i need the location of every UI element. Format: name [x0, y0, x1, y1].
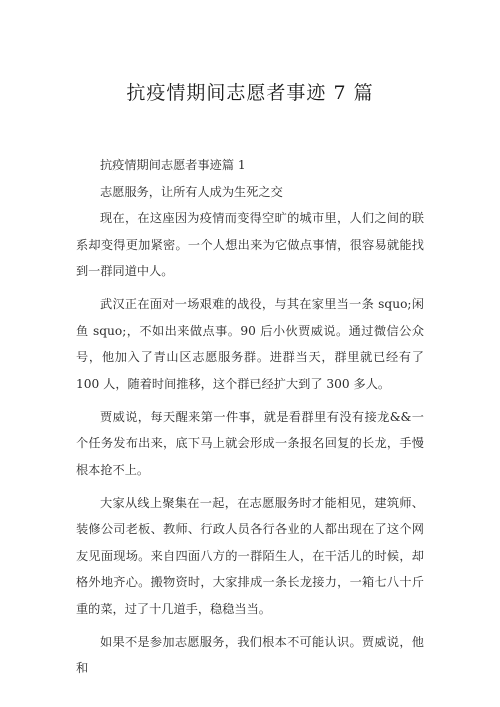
paragraph: 大家从线上聚集在一起，在志愿服务时才能相见，建筑师、装修公司老板、教师、行政人员各行各业的人都出现在了这个网友见面现场。来自四面八方的一群陌生人，在干活儿的时候，却格外地齐心。搬物资时，大家排成一条长龙接力，一箱七八十斤重的菜，过了十几道手，稳稳当当。 [76, 495, 424, 616]
paragraph: 如果不是参加志愿服务，我们根本不可能认识。贾威说，他和 [76, 634, 424, 675]
section-subtitle: 志愿服务，让所有人成为生死之交 [100, 184, 283, 199]
paragraph: 武汉正在面对一场艰难的战役，与其在家里当一条 squo;闲鱼 squo;，不如出来做点事。90 后小伙贾威说。通过微信公众号，他加入了青山区志愿服务群。进群当天，群里就已经有了 100 人，随着时间推移，这个群已经扩大到了 300 多人。 [76, 297, 424, 391]
document-body [76, 152, 424, 688]
paragraph: 现在，在这座因为疫情而变得空旷的城市里，人们之间的联系却变得更加紧密。一个人想出来为它做点事情，很容易就能找到一群同道中人。 [76, 211, 424, 278]
paragraph: 贾威说，每天醒来第一件事，就是看群里有没有接龙&&一个任务发布出来，底下马上就会形成一条报名回复的长龙，手慢根本抢不上。 [76, 409, 424, 477]
document-title: 抗疫情期间志愿者事迹 7 篇 [126, 82, 374, 104]
section-heading: 抗疫情期间志愿者事迹篇 1 [100, 158, 246, 172]
